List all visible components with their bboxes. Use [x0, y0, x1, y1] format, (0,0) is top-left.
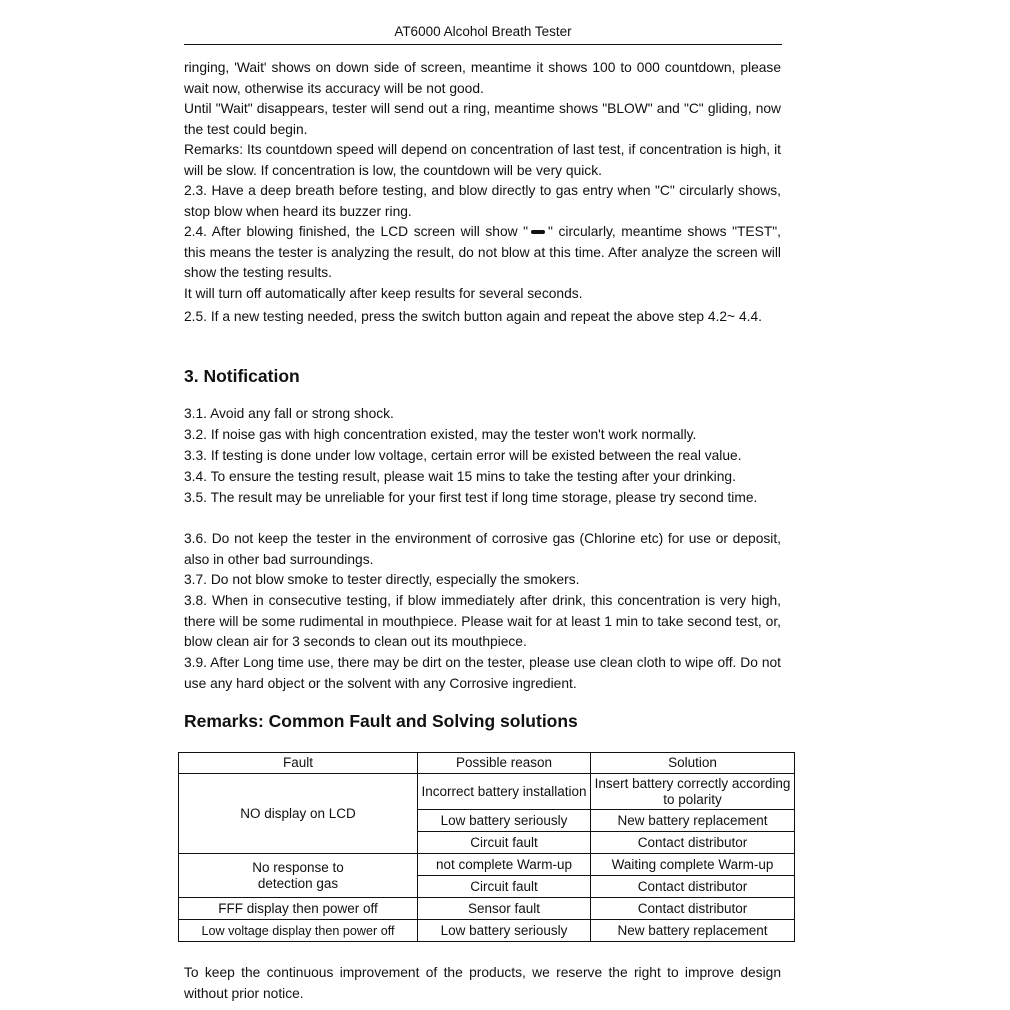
step-2-4 [184, 222, 781, 284]
step-2-4-part-2: " circularly, meantime shows "TEST", this means the tester is analyzing the result, do not blow at this time. After analyze the screen will show the testing results. [184, 224, 781, 281]
notification-item: 3.7. Do not blow smoke to tester directly, especially the smokers. [184, 572, 580, 587]
notification-item: 3.6. Do not keep the tester in the environment of corrosive gas (Chlorine etc) for use or deposit, also in other bad surroundings. [184, 531, 781, 567]
column-header-solution: Solution [591, 753, 795, 774]
step-2-3: 2.3. Have a deep breath before testing, and blow directly to gas entry when "C" circularly shows, stop blow when heard its buzzer ring. [184, 183, 781, 219]
reason-cell: Circuit fault [418, 832, 591, 854]
fault-cell: Low voltage display then power off [179, 920, 418, 942]
reason-cell: Circuit fault [418, 876, 591, 898]
solution-cell: Contact distributor [591, 898, 795, 920]
notification-item: 3.3. If testing is done under low voltage, certain error will be existed between the real value. [184, 448, 742, 463]
solution-cell: New battery replacement [591, 920, 795, 942]
lcd-dash-icon [531, 230, 545, 234]
notification-heading: 3. Notification [184, 366, 300, 386]
remarks-heading: Remarks: Common Fault and Solving solutions [184, 711, 578, 731]
fault-table [178, 752, 795, 942]
notification-item: 3.8. When in consecutive testing, if blow immediately after drink, this concentration is very high, there will be some rudimental in mouthpiece. Please wait for at least 1 min to take second test, or, blow clean air for 3 seconds to clean out its mouthpiece. [184, 593, 781, 650]
step-2-5: 2.5. If a new testing needed, press the switch button again and repeat the above step 4.2~ 4.4. [184, 309, 762, 324]
table-row [179, 920, 795, 942]
notification-item: 3.2. If noise gas with high concentration existed, may the tester won't work normally. [184, 427, 697, 442]
intro-paragraph-2: Until "Wait" disappears, tester will send out a ring, meantime shows "BLOW" and "C" gliding, now the test could begin. [184, 101, 781, 137]
notification-item: 3.9. After Long time use, there may be dirt on the tester, please use clean cloth to wipe off. Do not use any hard object or the solvent with any Corrosive ingredient. [184, 655, 781, 691]
notification-item: 3.4. To ensure the testing result, please wait 15 mins to take the testing after your drinking. [184, 469, 736, 484]
solution-cell: Contact distributor [591, 876, 795, 898]
page-header [184, 24, 782, 45]
intro-paragraph-1: ringing, 'Wait' shows on down side of screen, meantime it shows 100 to 000 countdown, please wait now, otherwise its accuracy will be not good. [184, 60, 781, 96]
auto-off-paragraph: It will turn off automatically after keep results for several seconds. [184, 286, 583, 301]
fault-cell: NO display on LCD [179, 774, 418, 854]
remarks-paragraph: Remarks: Its countdown speed will depend on concentration of last test, if concentration is high, it will be slow. If concentration is low, the countdown will be very quick. [184, 142, 781, 178]
table-row [179, 774, 795, 810]
table-row [179, 898, 795, 920]
column-header-reason: Possible reason [418, 753, 591, 774]
footer-note: To keep the continuous improvement of the products, we reserve the right to improve design without prior notice. [184, 965, 781, 1001]
reason-cell: Low battery seriously [418, 920, 591, 942]
step-2-4-part-1: 2.4. After blowing finished, the LCD screen will show " [184, 224, 529, 239]
page-title: AT6000 Alcohol Breath Tester [394, 24, 572, 39]
fault-cell: No response to detection gas [179, 854, 418, 898]
solution-cell: Insert battery correctly according to polarity [591, 774, 795, 810]
reason-cell: not complete Warm-up [418, 854, 591, 876]
notification-item: 3.1. Avoid any fall or strong shock. [184, 406, 394, 421]
reason-cell: Sensor fault [418, 898, 591, 920]
table-header-row [179, 753, 795, 774]
reason-cell: Incorrect battery installation [418, 774, 591, 810]
solution-cell: New battery replacement [591, 810, 795, 832]
column-header-fault: Fault [179, 753, 418, 774]
solution-cell: Contact distributor [591, 832, 795, 854]
fault-cell: FFF display then power off [179, 898, 418, 920]
reason-cell: Low battery seriously [418, 810, 591, 832]
notification-item: 3.5. The result may be unreliable for your first test if long time storage, please try second time. [184, 490, 758, 505]
solution-cell: Waiting complete Warm-up [591, 854, 795, 876]
table-row [179, 854, 795, 876]
